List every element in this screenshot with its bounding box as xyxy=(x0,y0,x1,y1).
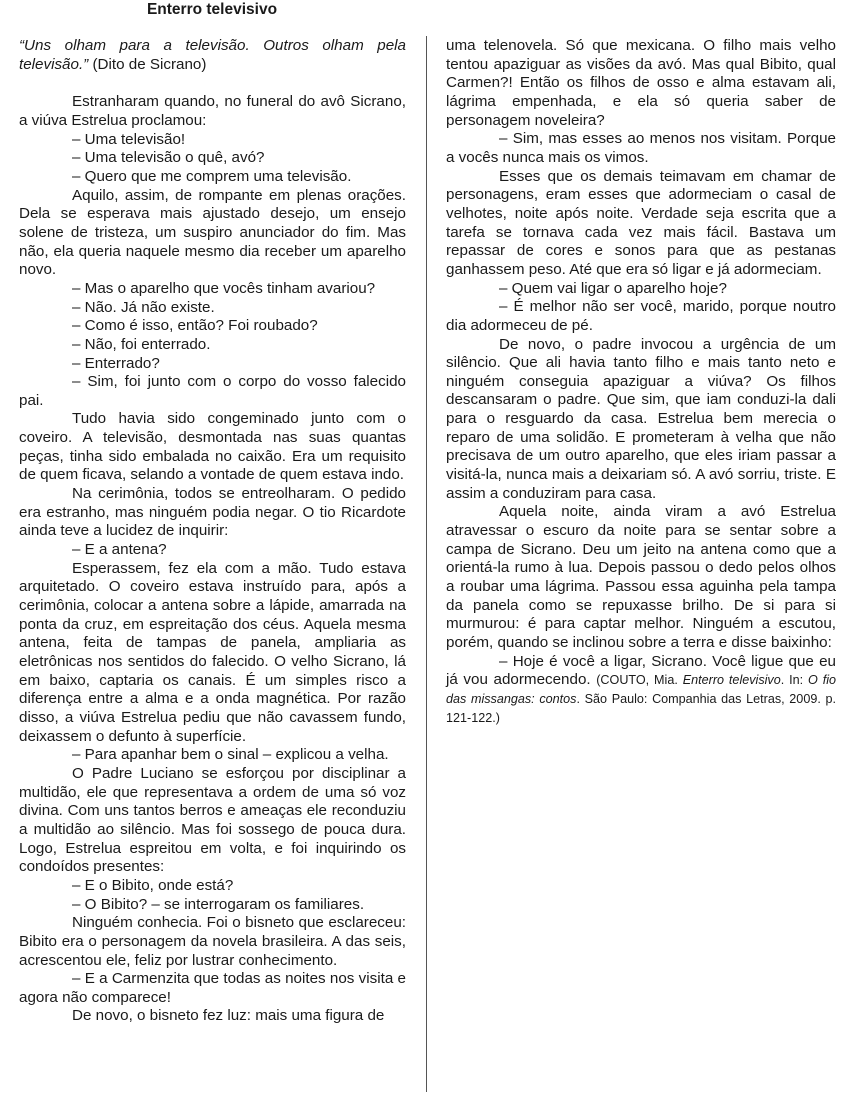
paragraph: De novo, o padre invocou a urgência de um silêncio. Que ali havia tanto filho e mais tanto neto e ninguém conseguia apaziguar a viúva? Os filhos descansaram o padre. Que sim, que iam conduzi-la dali para o resguardo da casa. Estrelua bem merecia o reparo de uma solidão. E prometeram à velha que não precisava de um outro aparelho, que eles iriam passar a visitá-la, nunca mais a deixariam só. A avó sorriu, triste. E assim a conduziram para casa. xyxy=(446,335,836,502)
story-title: Enterro televisivo xyxy=(146,1,278,18)
paragraph: De novo, o bisneto fez luz: mais uma figura de xyxy=(72,1007,385,1025)
paragraph: Aquilo, assim, de rompante em plenas orações. Dela se esperava mais ajustado desejo, um ensejo solene de tristeza, um suspiro anunciador do fim. Mas não, ela queria naquele mesmo dia receber um aparelho novo. xyxy=(19,186,406,279)
paragraph: O Padre Luciano se esforçou por disciplinar a multidão, ele que representava a ordem de uma só voz divina. Com uns tantos berros e ameaças ele reconduziu a multidão ao silêncio. Mas foi sossego de pouca dura. Logo, Estrelua espreitou em volta, e foi inquirindo os condoídos presentes: xyxy=(19,764,406,876)
citation-rest: . São Paulo: Companhia das Letras, 2009. p. 121-122.) xyxy=(446,691,836,725)
epigraph-attribution: (Dito de Sicrano) xyxy=(92,55,207,73)
dialogue-line: – Quero que me comprem uma televisão. xyxy=(72,167,352,185)
dialogue-line: – Como é isso, então? Foi roubado? xyxy=(72,317,318,335)
paragraph: Esses que os demais teimavam em chamar de personagens, eram esses que adormeciam o casal de velhotes, noite após noite. Verdade seja escrita que a tarefa se tornava cada vez mais fácil. Bastava um repassar de cores e sonos para que as pestanas ganhassem peso. Até que era só ligar e já adormeciam. xyxy=(446,167,836,278)
paragraph: Aquela noite, ainda viram a avó Estrelua atravessar o escuro da noite para se sentar sobre a campa de Sicrano. Deu um jeito na antena como que a orientá-la rumo à lua. Depois passou o dedo pelos olhos a roubar uma lágrima. Passou essa aguinha pela tampa da panela como se repuxasse brilho. De si para si murmurou: é para captar melhor. Ninguém a escutou, porém, quando se inclinou sobre a terra e disse baixinho: xyxy=(446,503,836,651)
left-column xyxy=(19,37,406,1026)
dialogue-line: – Não. Já não existe. xyxy=(72,298,215,316)
final-dialogue xyxy=(446,653,836,728)
dialogue-line: – Sim, foi junto com o corpo do vosso falecido pai. xyxy=(19,373,406,409)
dialogue-line: – O Bibito? – se interrogaram os familiares. xyxy=(72,895,365,913)
citation-work: Enterro televisivo xyxy=(682,673,781,688)
dialogue-line: – Mas o aparelho que vocês tinham avariou? xyxy=(72,279,376,297)
dialogue-line: – Quem vai ligar o aparelho hoje? xyxy=(499,279,727,297)
epigraph xyxy=(19,37,406,74)
spacer xyxy=(19,74,406,93)
dialogue-line: – Uma televisão o quê, avó? xyxy=(72,149,265,167)
paragraph: Estranharam quando, no funeral do avô Sicrano, a viúva Estrelua proclamou: xyxy=(19,93,406,129)
citation-open: (COUTO, Mia. xyxy=(596,673,683,688)
dialogue-line: – Não, foi enterrado. xyxy=(72,335,211,353)
dialogue-line: – Enterrado? xyxy=(72,354,160,372)
dialogue-line: – Sim, mas esses ao menos nos visitam. Porque a vocês nunca mais os vimos. xyxy=(446,130,836,166)
paragraph: uma telenovela. Só que mexicana. O filho mais velho tentou apaziguar as visões da avó. Mas qual Bibito, qual Carmen?! Então os filhos de osso e alma estavam ali, lágrima empenhada, e ela só queria saber de personagem noveleira? xyxy=(446,37,836,129)
epigraph-quote: “Uns olham para a televisão. Outros olham pela televisão.” xyxy=(19,37,406,73)
dialogue-text: – Hoje é você a ligar, Sicrano. Você ligue que eu já vou adormecendo. xyxy=(446,652,836,689)
column-divider xyxy=(426,36,427,1092)
dialogue-line: – Para apanhar bem o sinal – explicou a velha. xyxy=(72,746,389,764)
citation-in: . In: xyxy=(780,673,809,688)
dialogue-line: – E a antena? xyxy=(72,541,167,559)
dialogue-line: – Uma televisão! xyxy=(72,130,186,148)
citation-book: O fio das missangas: contos xyxy=(446,673,836,706)
dialogue-line: – E a Carmenzita que todas as noites nos visita e agora não comparece! xyxy=(19,970,406,1006)
dialogue-line: – E o Bibito, onde está? xyxy=(72,876,234,894)
paragraph: Esperassem, fez ela com a mão. Tudo estava arquitetado. O coveiro estava instruído para, após a cerimônia, colocar a antena sobre a lápide, amarrada na ponta da cruz, em espreitação dos céus. Aquela mesma antena, feita de tampas de panela, ampliaria as eletrônicas nos sentidos do falecido. O velho Sicrano, lá em baixo, captaria os canais. É um simples risco a diferença entre a alma e a onda magnética. Por razão disso, a viúva Estrelua pediu que não cavassem fundo, deixassem o defunto à superfície. xyxy=(19,559,406,745)
dialogue-line: – É melhor não ser você, marido, porque noutro dia adormeceu de pé. xyxy=(446,298,836,334)
paragraph: Ninguém conhecia. Foi o bisneto que esclareceu: Bibito era o personagem da novela brasileira. A das seis, acrescentou ele, feliz por lustrar conhecimento. xyxy=(19,914,406,969)
right-column xyxy=(446,37,836,727)
paragraph: Na cerimônia, todos se entreolharam. O pedido era estranho, mas ninguém podia negar. O tio Ricardote ainda teve a lucidez de inquirir: xyxy=(19,485,406,540)
paragraph: Tudo havia sido congeminado junto com o coveiro. A televisão, desmontada nas suas quantas peças, tinha sido embalada no caixão. Era um requisito de quem ficava, selando a vontade de quem estava indo. xyxy=(19,410,406,484)
